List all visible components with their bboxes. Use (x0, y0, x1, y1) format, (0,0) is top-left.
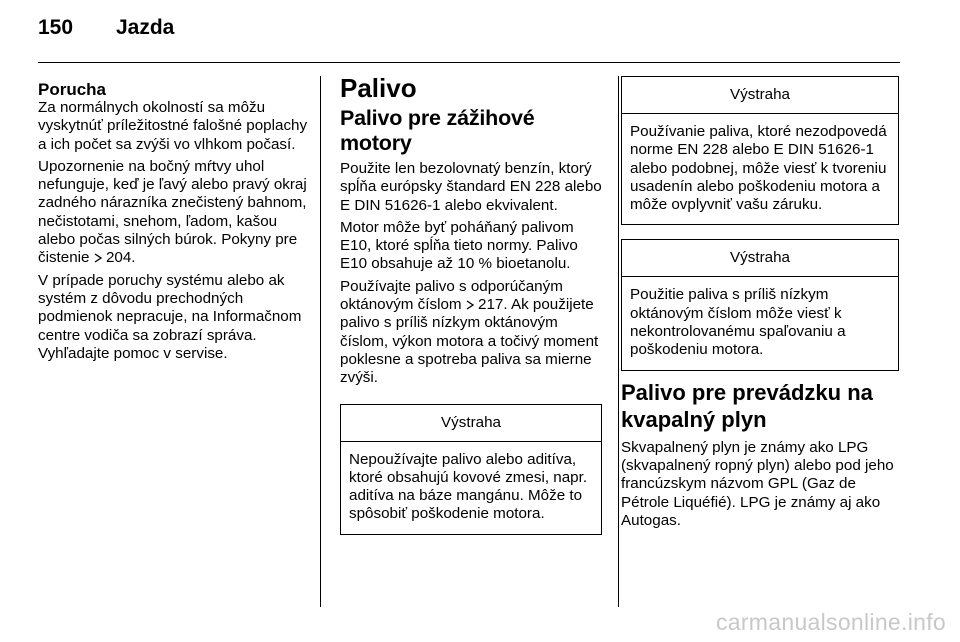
paragraph: Za normálnych okolností sa môžu vyskytnúť príležitostné falošné poplachy a ich počet sa zvýši vo vlhkom počasí. (38, 99, 308, 153)
warning-text: Používanie paliva, ktoré nezodpovedá norme EN 228 alebo E DIN 51626-1 alebo podobnej, môže viesť k tvoreniu usadenín alebo poškodeniu motora a môže ovplyvniť vašu záruku. (630, 123, 887, 214)
header-divider (38, 62, 900, 63)
page-header (38, 16, 174, 40)
section-heading-gasoline: Palivo pre zážihové motory (340, 106, 535, 155)
paragraph: Použite len bezolovnatý benzín, ktorý spĺňa európsky štandard EN 228 alebo E DIN 51626-1 alebo ekvivalent. (340, 160, 602, 214)
paragraph-text: Používajte palivo s odporúčaným oktánovým číslom (340, 277, 563, 314)
section-heading-lpg: Palivo pre prevádzku na kvapalný plyn (621, 379, 873, 432)
paragraph-text: Ak použijete palivo s príliš nízkym oktánovým číslom, výkon motora a točivý moment poklesne a spotreba paliva sa mierne zvýši. (340, 296, 599, 387)
page-reference-arrow-icon (466, 300, 474, 310)
section-title: Jazda (116, 16, 175, 39)
paragraph: V prípade poruchy systému alebo ak systém z dôvodu prechodných podmienok nepracuje, na Informačnom centre vodiča sa zobrazí správa. Vyhľadajte pomoc v servise. (38, 271, 302, 362)
warning-box (340, 404, 602, 535)
warning-text: Nepoužívajte palivo alebo aditíva, ktoré obsahujú kovové zmesi, napr. aditíva na báze mangánu. Môže to spôsobiť poškodenie motora. (349, 450, 588, 523)
warning-title: Výstraha (622, 240, 898, 277)
column-left (38, 80, 312, 367)
warning-box (621, 239, 899, 370)
page-reference-arrow-icon (94, 253, 102, 263)
paragraph: Motor môže byť poháňaný palivom E10, ktoré spĺňa tieto normy. Palivo E10 obsahuje až 10 % bioetanolu. (340, 218, 578, 273)
page-reference-link[interactable]: 217. (478, 296, 508, 314)
page-reference-link[interactable]: 204. (105, 249, 136, 267)
warning-text: Použitie paliva s príliš nízkym oktánovým číslom môže viesť k nekontrolovanému spaľovaniu a poškodeniu motora. (630, 286, 846, 359)
paragraph-text: Upozornenie na bočný mŕtvy uhol nefunguje, keď je ľavý alebo pravý okraj zadného nárazníka znečistený bahnom, nečistotami, snehom, ľadom, kašou alebo počas silných búrok. Pokyny pre čistenie (38, 157, 307, 267)
column-divider-1 (320, 76, 321, 607)
column-divider-2 (618, 76, 619, 607)
chapter-title-palivo: Palivo (340, 73, 417, 103)
column-right (621, 76, 899, 534)
section-heading-porucha: Porucha (38, 80, 107, 99)
column-middle (340, 73, 602, 543)
page-number: 150 (38, 16, 74, 39)
watermark: carmanualsonline.info (715, 609, 946, 635)
warning-title: Výstraha (341, 405, 601, 442)
paragraph: Skvapalnený plyn je známy ako LPG (skvapalnený ropný plyn) alebo pod jeho francúzskym názvom GPL (Gaz de Pétrole Liquéfié). LPG je známy aj ako Autogas. (621, 438, 894, 529)
warning-box (621, 76, 899, 225)
paragraph (340, 278, 602, 388)
paragraph (38, 158, 312, 268)
warning-title: Výstraha (622, 77, 898, 114)
